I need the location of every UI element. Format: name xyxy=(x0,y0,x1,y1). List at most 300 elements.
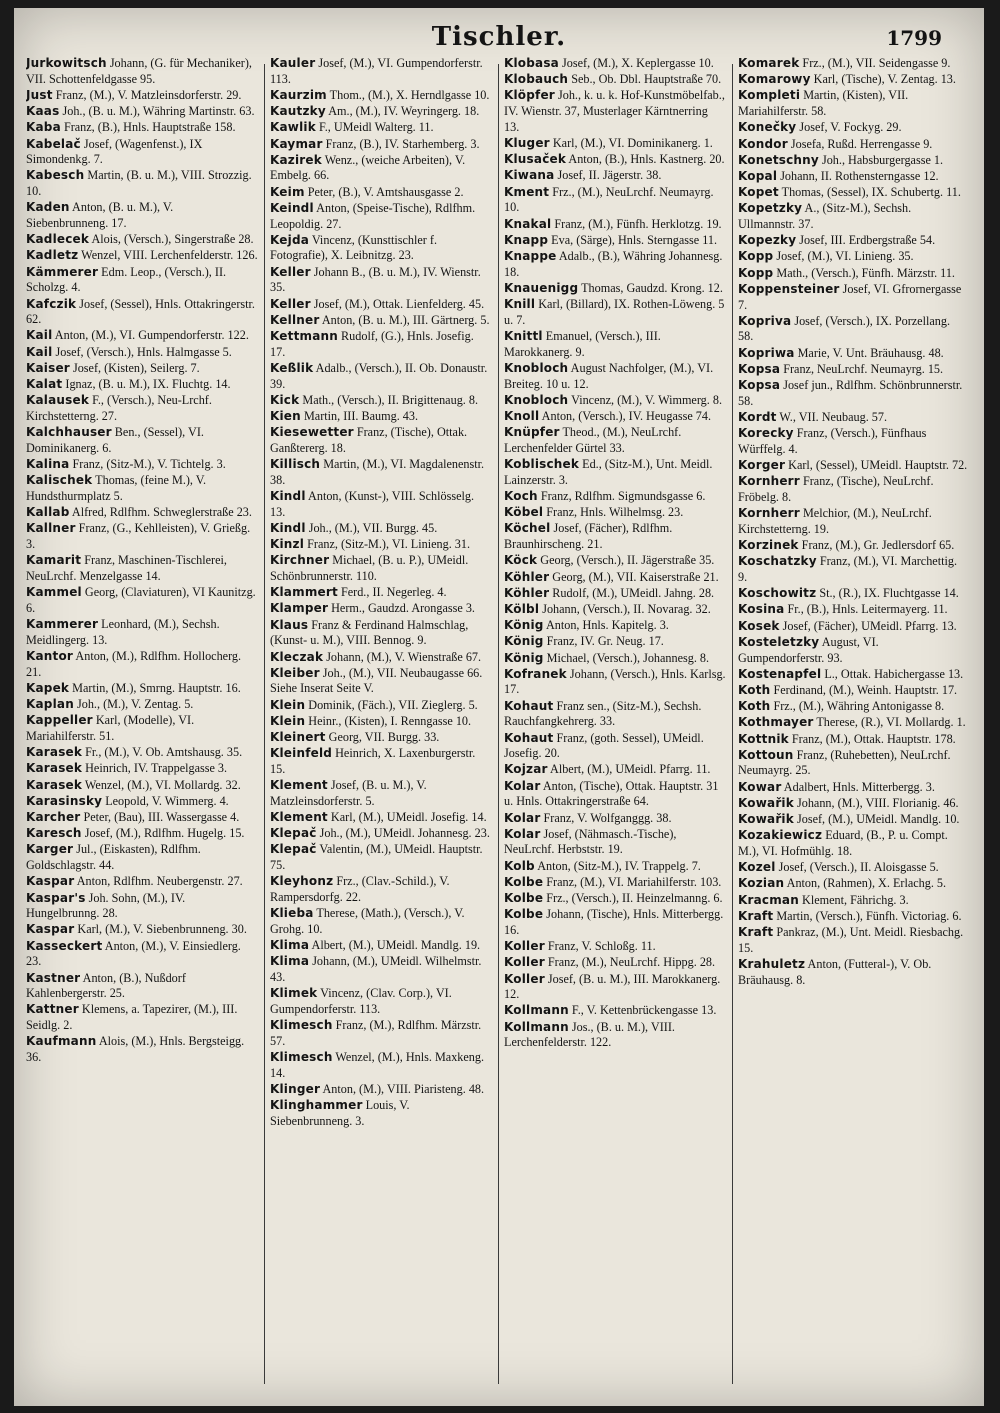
entry-details: Martin, (Kisten), VII. Mariahilferstr. 58. xyxy=(738,88,909,119)
entry-name: Karasek xyxy=(26,777,83,792)
entry-details: Math., (Versch.), Fünfh. Märzstr. 11. xyxy=(773,265,955,280)
entry-name: Klement xyxy=(270,810,328,825)
directory-entry xyxy=(26,778,258,794)
entry-details: Franz, (Ruhebetten), NeuLrchf. Neumayrg. 25. xyxy=(738,747,951,778)
entry-details: F., (Versch.), Neu-Lrchf. Kirchstetterng. 27. xyxy=(26,393,212,423)
entry-details: Joh., Habsburgergasse 1. xyxy=(818,152,944,167)
directory-entry xyxy=(270,425,492,456)
entry-details: Frz., (M.), NeuLrchf. Neumayrg. 10. xyxy=(504,184,714,215)
entry-name: Kafczik xyxy=(26,296,77,311)
entry-name: König xyxy=(504,618,544,633)
directory-entry xyxy=(26,377,258,393)
entry-name: Koller xyxy=(504,955,545,970)
directory-entry xyxy=(738,812,968,828)
entry-name: Kracman xyxy=(738,892,799,907)
entry-details: Josef, (B. u. M.), V. Matzleinsdorferstr. 5. xyxy=(270,778,427,808)
directory-entry xyxy=(26,168,258,199)
entry-details: Alfred, Rdlfhm. Schweglerstraße 23. xyxy=(69,505,252,520)
entry-name: Kluger xyxy=(504,136,550,151)
entry-name: Komarek xyxy=(738,56,800,70)
directory-entry xyxy=(270,1018,492,1049)
directory-entry xyxy=(504,88,726,135)
entry-name: Kail xyxy=(26,344,53,359)
entry-name: Konečky xyxy=(738,120,797,135)
entry-name: Kaba xyxy=(26,120,61,135)
directory-entry xyxy=(504,1020,726,1051)
entry-name: Koblischek xyxy=(504,457,580,472)
entry-details: Frz., (Versch.), II. Heinzelmanng. 6. xyxy=(543,891,723,906)
column-divider xyxy=(498,64,499,1384)
entry-name: Krahuletz xyxy=(738,956,806,971)
entry-details: Joh., k. u. k. Hof-Kunstmöbelfab., IV. Wienstr. 37, Musterlager Kärntnerring 13. xyxy=(504,88,725,134)
entry-name: Koschowitz xyxy=(738,586,817,601)
entry-name: Köchel xyxy=(504,521,551,536)
directory-entry xyxy=(270,329,492,360)
entry-name: Keller xyxy=(270,296,311,311)
directory-entry xyxy=(26,297,258,328)
directory-entry xyxy=(504,667,726,698)
entry-name: Klöpfer xyxy=(504,88,555,103)
entry-details: Johann, (Versch.), Hnls. Karlsg. 17. xyxy=(504,666,726,697)
entry-name: Kleyhonz xyxy=(270,874,334,889)
entry-details: Franz, (M.), Rdlfhm. Märzstr. 57. xyxy=(270,1018,482,1048)
entry-name: Kleiber xyxy=(270,665,320,680)
entry-details: Am., (M.), IV. Weyringerg. 18. xyxy=(325,104,480,119)
entry-name: Kompleti xyxy=(738,88,801,103)
entry-details: Franz, (B.), Hnls. Hauptstraße 158. xyxy=(60,120,236,135)
entry-name: Kopriwa xyxy=(738,345,795,360)
directory-entry xyxy=(504,811,726,827)
entry-details: Martin, (M.), VI. Magdalenenstr. 38. xyxy=(270,457,485,487)
directory-entry xyxy=(270,537,492,553)
entry-details: Peter, (Bau), III. Wassergasse 4. xyxy=(80,810,240,825)
directory-entry xyxy=(270,714,492,730)
directory-entry xyxy=(504,1003,726,1019)
entry-name: Kozakiewicz xyxy=(738,828,823,843)
entry-name: Kozel xyxy=(738,860,776,875)
entry-details: Edm. Leop., (Versch.), II. Scholzg. 4. xyxy=(26,264,227,295)
entry-details: Josef, II. Jägerstr. 38. xyxy=(554,168,662,183)
entry-name: Klima xyxy=(270,954,310,969)
directory-entry xyxy=(738,506,968,537)
entry-details: Rudolf, (G.), Hnls. Josefig. 17. xyxy=(270,328,474,359)
directory-entry xyxy=(738,474,968,505)
entry-details: Karl, (Sessel), UMeidl. Hauptstr. 72. xyxy=(785,458,968,473)
entry-name: Kaspar's xyxy=(26,890,86,905)
directory-entry xyxy=(26,104,258,120)
entry-name: Kaas xyxy=(26,104,60,119)
entry-name: Klinghammer xyxy=(270,1098,363,1113)
entry-name: Kazirek xyxy=(270,152,322,167)
directory-entry xyxy=(26,553,258,584)
entry-details: Anton, (M.), VIII. Piaristeng. 48. xyxy=(320,1082,485,1096)
entry-name: König xyxy=(504,634,544,649)
entry-name: Kopriva xyxy=(738,313,792,328)
entry-details: Karl, (M.), V. Siebenbrunneng. 30. xyxy=(74,922,247,937)
entry-name: Kallab xyxy=(26,505,70,520)
entry-details: Emanuel, (Versch.), III. Marokkanerg. 9. xyxy=(504,328,661,359)
directory-entry xyxy=(504,891,726,907)
directory-entry xyxy=(26,1034,258,1065)
directory-entry xyxy=(270,986,492,1017)
entry-name: Klima xyxy=(270,938,310,953)
entry-details: Josef, III. Erdbergstraße 54. xyxy=(796,233,936,248)
entry-name: Klammert xyxy=(270,585,338,600)
entry-name: Kalischek xyxy=(26,473,93,488)
entry-details: Melchior, (M.), NeuLrchf. Kirchstetterng. 19. xyxy=(738,506,932,536)
directory-entry xyxy=(504,955,726,971)
entry-details: Johann, (M.), V. Wienstraße 67. xyxy=(323,649,482,664)
entry-name: Kofranek xyxy=(504,666,567,681)
entry-details: Joh., (B. u. M.), Währing Martinstr. 63. xyxy=(59,104,255,119)
entry-name: Karger xyxy=(26,842,74,857)
entry-details: Thom., (M.), X. Herndlgasse 10. xyxy=(326,87,490,102)
entry-details: Martin, (Versch.), Fünfh. Victoriag. 6. xyxy=(773,908,962,923)
directory-entry xyxy=(26,810,258,826)
entry-name: Klepač xyxy=(270,826,317,841)
entry-details: Therese, (R.), VI. Mollardg. 1. xyxy=(813,715,966,730)
entry-name: Kaiser xyxy=(26,360,70,375)
entry-name: Kolb xyxy=(504,858,535,873)
entry-details: Anton, (Futteral-), V. Ob. Bräuhausg. 8. xyxy=(738,956,932,987)
entry-name: Knobloch xyxy=(504,392,569,407)
entry-details: Franz, (Tische), Ottak. Ganßtererg. 18. xyxy=(270,425,468,455)
entry-name: Korzinek xyxy=(738,538,799,553)
entry-name: Kaymar xyxy=(270,136,323,151)
page-title: Tischler. xyxy=(431,22,567,52)
entry-name: Karasek xyxy=(26,761,83,776)
directory-entry xyxy=(270,409,492,425)
entry-details: A., (Sitz-M.), Sechsh. Ullmannstr. 37. xyxy=(738,201,912,232)
entry-details: Herm., Gaudzd. Arongasse 3. xyxy=(328,601,475,616)
entry-name: Kondor xyxy=(738,136,788,151)
directory-entry xyxy=(738,586,968,602)
entry-details: Franz, IV. Gr. Neug. 17. xyxy=(543,634,664,649)
entry-details: Karl, (M.), UMeidl. Josefig. 14. xyxy=(327,810,487,825)
entry-name: Kordt xyxy=(738,409,777,424)
entry-details: Georg, (M.), VII. Kaiserstraße 21. xyxy=(549,569,719,584)
entry-name: Kornherr xyxy=(738,506,800,521)
entry-name: Kottnik xyxy=(738,731,789,746)
page-number: 1799 xyxy=(886,26,942,50)
entry-details: Karl, (Tische), V. Zentag. 13. xyxy=(810,72,956,87)
directory-entry xyxy=(738,667,968,683)
directory-entry xyxy=(504,618,726,634)
directory-entry xyxy=(504,136,726,152)
entry-name: Kolbe xyxy=(504,874,544,889)
entry-details: St., (R.), IX. Fluchtgasse 14. xyxy=(816,586,959,601)
entry-details: Josef, (Versch.), IX. Porzellang. 58. xyxy=(738,313,951,344)
entry-details: Vincenz, (Clav. Corp.), VI. Gumpendorferstr. 113. xyxy=(270,986,452,1016)
entry-name: Kosek xyxy=(738,618,780,633)
directory-entry xyxy=(504,602,726,618)
directory-entry xyxy=(738,860,968,876)
directory-entry xyxy=(26,842,258,873)
entry-details: Franz, Hnls. Wilhelmsg. 23. xyxy=(543,505,684,520)
entry-details: F., V. Kettenbrückengasse 13. xyxy=(568,1003,717,1018)
entry-name: Köhler xyxy=(504,585,550,600)
entry-name: Kopsa xyxy=(738,378,781,393)
entry-details: Joh., (M.), UMeidl. Johannesg. 23. xyxy=(316,826,490,841)
directory-entry xyxy=(26,697,258,713)
entry-name: Kabesch xyxy=(26,168,85,183)
directory-entry xyxy=(270,313,492,329)
directory-entry xyxy=(504,249,726,280)
entry-name: Karasek xyxy=(26,745,83,760)
entry-name: Keim xyxy=(270,184,305,199)
entry-name: Kamarit xyxy=(26,553,82,568)
entry-name: Klimesch xyxy=(270,1050,333,1065)
directory-entry xyxy=(504,939,726,955)
entry-details: Leonhard, (M.), Sechsh. Meidlingerg. 13. xyxy=(26,617,220,647)
entry-details: Karl, (M.), VI. Dominikanerg. 1. xyxy=(549,136,713,151)
entry-details: Anton, (B.), Hnls. Kastnerg. 20. xyxy=(566,152,725,167)
directory-entry xyxy=(504,859,726,875)
entry-details: Josef, (M.), Rdlfhm. Hugelg. 15. xyxy=(81,826,245,841)
entry-name: Kowařik xyxy=(738,812,794,827)
directory-entry xyxy=(738,699,968,715)
entry-details: Martin, III. Baumg. 43. xyxy=(300,408,419,423)
directory-entry xyxy=(270,104,492,120)
entry-details: Franz, (Sitz-M.), V. Tichtelg. 3. xyxy=(69,457,226,472)
entry-name: Kleinert xyxy=(270,730,326,745)
directory-entry xyxy=(504,217,726,233)
entry-details: Ben., (Sessel), VI. Dominikanerg. 6. xyxy=(26,425,204,455)
directory-entry xyxy=(738,458,968,474)
entry-name: Klobauch xyxy=(504,72,569,87)
column-divider xyxy=(732,64,733,1384)
entry-details: Franz sen., (Sitz-M.), Sechsh. Rauchfangkehrerg. 33. xyxy=(504,698,702,729)
entry-details: Franz, (M.), VI. Mariahilferstr. 103. xyxy=(543,874,722,889)
directory-entry xyxy=(738,378,968,409)
entry-details: Joh., (M.), VII. Burgg. 45. xyxy=(305,520,438,535)
entry-details: Adalbert, Hnls. Mitterbergg. 3. xyxy=(781,779,935,794)
entry-details: Jos., (B. u. M.), VIII. Lerchenfelderstr. 122. xyxy=(504,1019,675,1050)
entry-name: Knobloch xyxy=(504,360,569,375)
entry-name: Kolbe xyxy=(504,891,544,906)
entry-details: Theod., (M.), NeuLrchf. Lerchenfelder Gürtel 33. xyxy=(504,425,682,455)
entry-name: Kallner xyxy=(26,521,76,536)
entry-name: Kadlecek xyxy=(26,232,90,247)
entry-details: Anton, (M.), VI. Gumpendorferstr. 122. xyxy=(52,328,249,343)
entry-name: Klamper xyxy=(270,601,329,616)
entry-name: Knill xyxy=(504,297,536,312)
entry-name: Kopal xyxy=(738,168,778,183)
entry-details: Franz, (Versch.), Fünfhaus Würffelg. 4. xyxy=(738,426,927,456)
entry-details: Anton, (M.), Rdlfhm. Hollocherg. 21. xyxy=(26,649,242,679)
entry-details: Josefa, Rußd. Herrengasse 9. xyxy=(787,136,933,151)
directory-entry xyxy=(504,409,726,425)
directory-entry xyxy=(738,732,968,748)
directory-entry xyxy=(26,425,258,456)
directory-entry xyxy=(504,457,726,488)
directory-entry xyxy=(738,602,968,618)
directory-entry xyxy=(738,314,968,345)
directory-entry xyxy=(504,570,726,586)
entry-details: Wenzel, (M.), Hnls. Maxkeng. 14. xyxy=(270,1050,485,1080)
directory-entry xyxy=(738,185,968,201)
directory-entry xyxy=(504,361,726,392)
entry-name: Kowar xyxy=(738,779,782,794)
entry-name: Koller xyxy=(504,971,545,986)
entry-name: Kopet xyxy=(738,185,779,200)
entry-name: Kothmayer xyxy=(738,715,814,730)
entry-details: Josef jun., Rdlfhm. Schönbrunnerstr. 58. xyxy=(738,378,963,408)
entry-name: Kment xyxy=(504,184,550,199)
entry-details: Joh., (M.), VII. Neubaugasse 66. Siehe Inserat Seite V. xyxy=(270,665,483,696)
entry-details: Leopold, V. Wimmerg. 4. xyxy=(102,793,229,808)
directory-entry xyxy=(738,715,968,731)
entry-name: Koth xyxy=(738,682,771,697)
entry-details: Wenzel, (M.), VI. Mollardg. 32. xyxy=(82,777,241,792)
entry-details: Eva, (Särge), Hnls. Sterngasse 11. xyxy=(548,232,718,247)
entry-details: Ed., (Sitz-M.), Unt. Meidl. Lainzerstr. 3. xyxy=(504,457,713,487)
entry-details: Adalb., (B.), Währing Johannesg. 18. xyxy=(504,248,723,279)
directory-entry xyxy=(26,473,258,504)
entry-details: Franz & Ferdinand Halmschlag, (Kunst- u. M.), VIII. Bennog. 9. xyxy=(270,617,469,648)
directory-entry xyxy=(738,88,968,119)
directory-entry xyxy=(270,137,492,153)
directory-entry xyxy=(26,361,258,377)
entry-name: Köbel xyxy=(504,505,544,520)
entry-name: Kohaut xyxy=(504,730,554,745)
entry-name: Klinger xyxy=(270,1082,321,1096)
entry-details: Michael, (Versch.), Johannesg. 8. xyxy=(543,650,710,665)
entry-name: Knappe xyxy=(504,248,557,263)
directory-entry xyxy=(738,233,968,249)
entry-name: Koppensteiner xyxy=(738,281,840,296)
directory-entry xyxy=(504,425,726,456)
directory-entry xyxy=(504,586,726,602)
directory-entry xyxy=(270,698,492,714)
entry-name: Kraft xyxy=(738,908,774,923)
directory-entry xyxy=(26,505,258,521)
entry-details: Seb., Ob. Dbl. Hauptstraße 70. xyxy=(568,72,722,87)
directory-entry xyxy=(270,361,492,392)
directory-entry xyxy=(270,553,492,584)
entry-details: Johann, (Versch.), II. Novarag. 32. xyxy=(539,601,711,616)
directory-entry xyxy=(26,120,258,136)
directory-entry xyxy=(504,521,726,552)
directory-entry xyxy=(270,393,492,409)
entry-details: Heinrich, X. Laxenburgerstr. 15. xyxy=(270,746,476,776)
directory-entry xyxy=(270,906,492,937)
entry-details: F., UMeidl Walterg. 11. xyxy=(315,120,434,135)
entry-details: Alois, (Versch.), Singerstraße 28. xyxy=(89,232,254,247)
directory-entry xyxy=(26,681,258,697)
directory-entry xyxy=(738,137,968,153)
entry-details: Anton, (B. u. M.), V. Siebenbrunneng. 17. xyxy=(26,200,174,231)
directory-entry xyxy=(738,554,968,585)
entry-name: Klein xyxy=(270,697,306,712)
entry-details: Josef, V. Fockyg. 29. xyxy=(796,120,902,135)
entry-details: Josef, (Versch.), II. Aloisgasse 5. xyxy=(775,860,939,875)
entry-name: Korger xyxy=(738,458,786,473)
directory-entry xyxy=(26,328,258,344)
entry-details: Josef, (Versch.), Hnls. Halmgasse 5. xyxy=(52,344,232,359)
directory-entry xyxy=(738,748,968,779)
directory-entry xyxy=(270,297,492,313)
entry-name: Kaurzim xyxy=(270,87,327,102)
directory-entry xyxy=(26,232,258,248)
entry-name: Kowařik xyxy=(738,795,794,810)
entry-name: Keindl xyxy=(270,200,314,215)
entry-details: Franz, (M.), Fünfh. Herklotzg. 19. xyxy=(551,216,722,231)
entry-details: Johann, (Tische), Hnls. Mitterbergg. 16. xyxy=(504,907,724,937)
entry-details: Franz, (M.), Gr. Jedlersdorf 65. xyxy=(798,538,955,553)
directory-entry xyxy=(26,1002,258,1033)
entry-details: Franz, (M.), NeuLrchf. Hippg. 28. xyxy=(544,955,716,970)
entry-name: Kiwana xyxy=(504,168,555,183)
entry-details: Rudolf, (M.), UMeidl. Jahng. 28. xyxy=(549,585,715,600)
directory-entry xyxy=(504,56,726,72)
directory-entry xyxy=(26,137,258,168)
entry-details: Albert, (M.), UMeidl. Mandlg. 19. xyxy=(309,938,481,953)
entry-details: Ferdinand, (M.), Weinh. Hauptstr. 17. xyxy=(770,682,958,697)
entry-details: Anton, Hnls. Kapitelg. 3. xyxy=(543,618,669,633)
column-divider xyxy=(264,64,265,1384)
entry-details: Anton, (Tische), Ottak. Hauptstr. 31 u. Hnls. Ottakringerstraße 64. xyxy=(504,778,719,809)
entry-name: Kammerer xyxy=(26,617,99,632)
entry-name: Knapp xyxy=(504,232,549,247)
directory-entry xyxy=(26,585,258,616)
directory-page xyxy=(14,8,984,1406)
entry-details: Franz, (G., Kehlleisten), V. Grießg. 3. xyxy=(26,521,251,552)
directory-entry xyxy=(26,891,258,922)
directory-entry xyxy=(738,426,968,457)
directory-entry xyxy=(504,553,726,569)
entry-details: Franz, (M.), V. Matzleinsdorferstr. 29. xyxy=(52,87,242,102)
entry-details: Johann B., (B. u. M.), IV. Wienstr. 35. xyxy=(270,264,481,295)
entry-name: Kollmann xyxy=(504,1019,569,1034)
directory-entry xyxy=(26,56,258,87)
directory-entry xyxy=(26,874,258,890)
directory-entry xyxy=(26,457,258,473)
directory-entry xyxy=(270,120,492,136)
entry-name: Knoll xyxy=(504,408,540,423)
directory-entry xyxy=(270,730,492,746)
entry-name: Köck xyxy=(504,553,538,568)
entry-name: Karcher xyxy=(26,810,81,825)
entry-name: Kaplan xyxy=(26,697,74,712)
entry-details: Anton, (B. u. M.), III. Gärtnerg. 5. xyxy=(319,312,490,327)
entry-details: Anton, (Speise-Tische), Rdlfhm. Leopoldig. 27. xyxy=(270,200,476,231)
directory-entry xyxy=(504,297,726,328)
directory-entry xyxy=(738,266,968,282)
directory-entry xyxy=(738,249,968,265)
directory-entry xyxy=(26,521,258,552)
entry-details: Franz, NeuLrchf. Neumayrg. 15. xyxy=(780,361,944,376)
directory-entry xyxy=(270,201,492,232)
entry-details: Josef, (Wagenfenst.), IX Simondenkg. 7. xyxy=(26,136,203,167)
entry-name: Kammel xyxy=(26,585,82,600)
entry-details: Josef, (M.), Ottak. Lienfelderg. 45. xyxy=(310,296,485,311)
entry-details: Martin, (B. u. M.), VIII. Strozzig. 10. xyxy=(26,168,252,199)
entry-name: Knakal xyxy=(504,216,552,231)
entry-details: Franz, (Tische), NeuLrchf. Fröbelg. 8. xyxy=(738,474,934,504)
entry-details: Vincenz, (Kunsttischler f. Fotografie), X. Leibnitzg. 23. xyxy=(270,232,438,263)
page-header xyxy=(14,22,984,56)
entry-name: Kopp xyxy=(738,265,774,280)
entry-name: Komarowy xyxy=(738,72,811,87)
directory-entry xyxy=(26,248,258,264)
entry-name: Kozian xyxy=(738,876,785,891)
directory-entry xyxy=(738,909,968,925)
entry-name: Kottoun xyxy=(738,747,794,762)
directory-entry xyxy=(26,761,258,777)
directory-entry xyxy=(270,650,492,666)
entry-name: Kaufmann xyxy=(26,1034,97,1049)
